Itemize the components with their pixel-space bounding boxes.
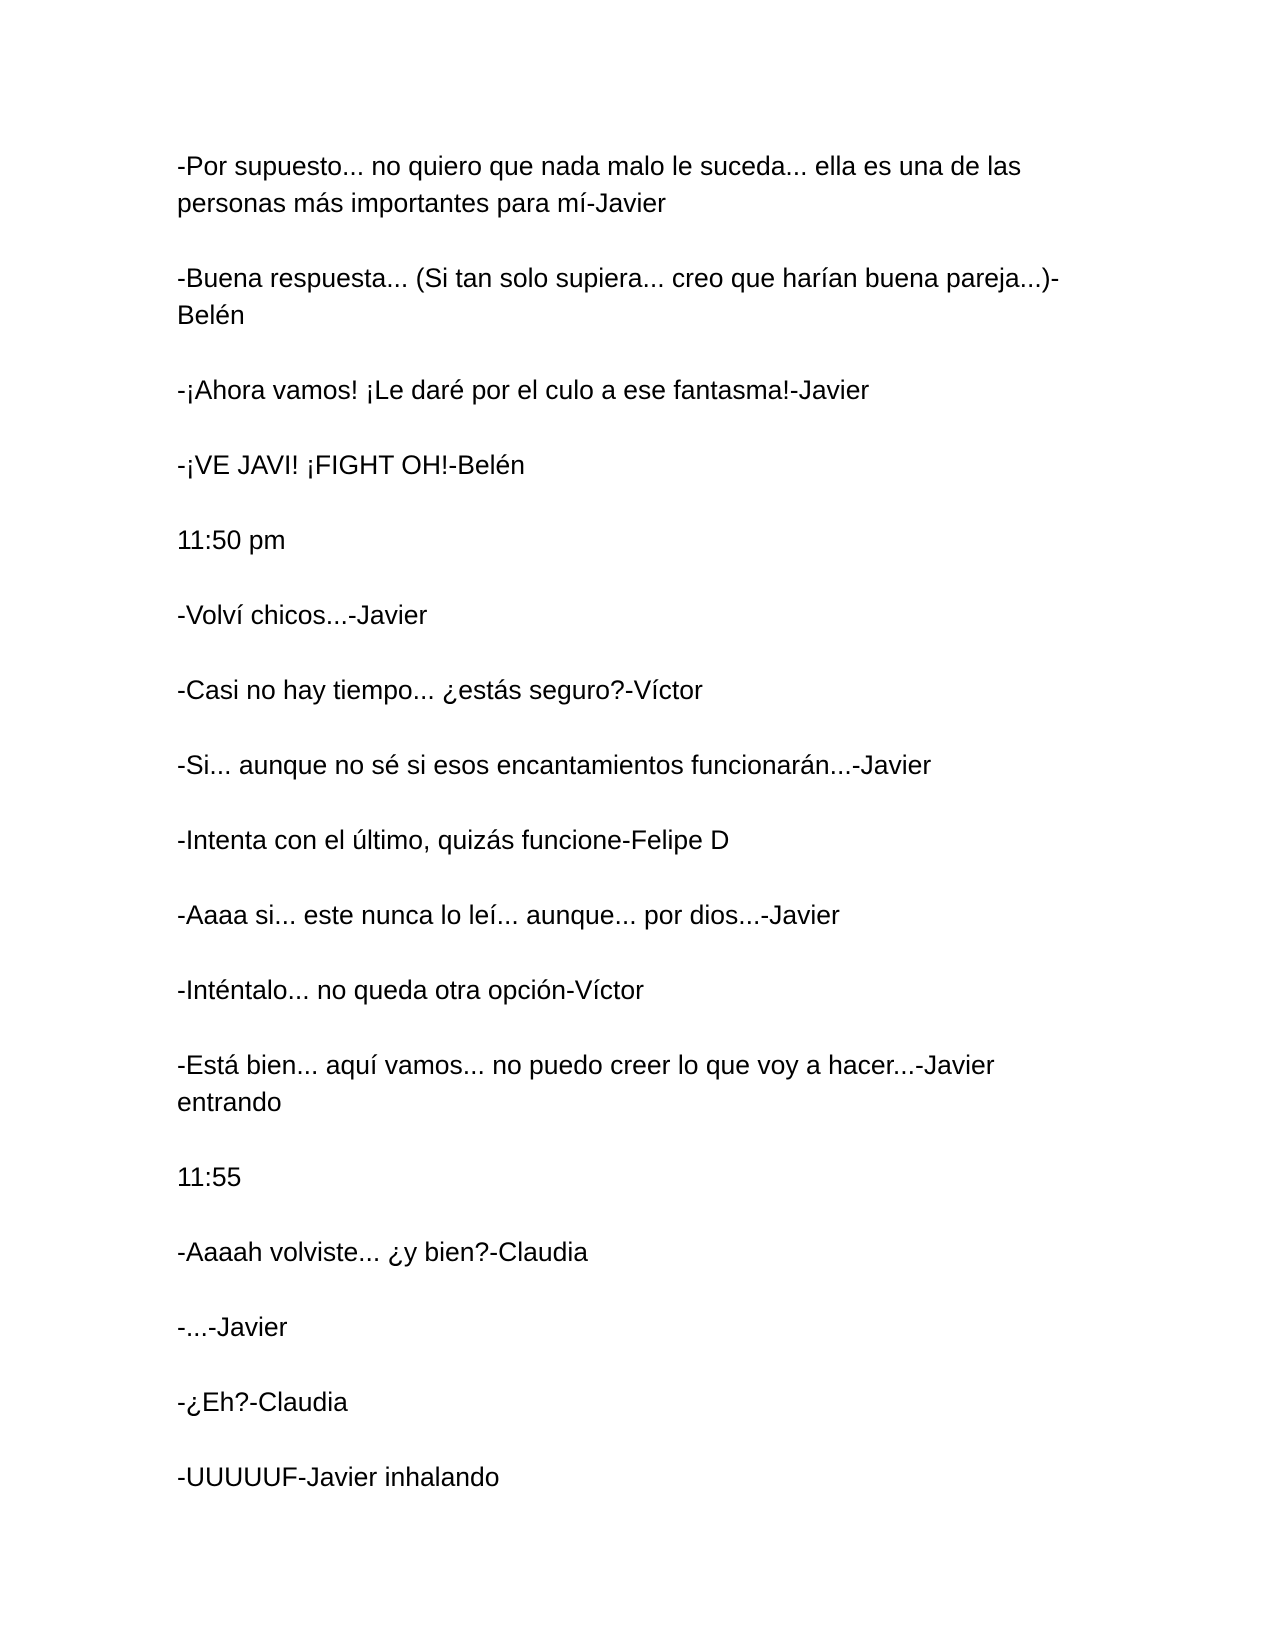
paragraph: -Casi no hay tiempo... ¿estás seguro?-Víctor (177, 675, 703, 705)
document-body (177, 148, 1097, 1534)
paragraph: -Volví chicos...-Javier (177, 600, 428, 630)
timestamp-paragraph: 11:55 (177, 1162, 242, 1192)
paragraph: -Aaaa si... este nunca lo leí... aunque... por dios...-Javier (177, 900, 840, 930)
paragraph: -Está bien... aquí vamos... no puedo creer lo que voy a hacer...-Javier entrando (177, 1050, 995, 1117)
paragraph: -Intenta con el último, quizás funcione-Felipe D (177, 825, 730, 855)
paragraph: -Por supuesto... no quiero que nada malo le suceda... ella es una de las personas más importantes para mí-Javier (177, 151, 1022, 218)
paragraph: -Si... aunque no sé si esos encantamientos funcionarán...-Javier (177, 750, 932, 780)
timestamp-paragraph: 11:50 pm (177, 525, 286, 555)
paragraph: -Inténtalo... no queda otra opción-Víctor (177, 975, 644, 1005)
paragraph: -¡Ahora vamos! ¡Le daré por el culo a ese fantasma!-Javier (177, 375, 870, 405)
paragraph: -UUUUUF-Javier inhalando (177, 1462, 500, 1492)
paragraph: -...-Javier (177, 1312, 288, 1342)
paragraph: -¡VE JAVI! ¡FIGHT OH!-Belén (177, 450, 525, 480)
paragraph: -Buena respuesta... (Si tan solo supiera... creo que harían buena pareja...)-Belén (177, 263, 1060, 330)
paragraph: -Aaaah volviste... ¿y bien?-Claudia (177, 1237, 588, 1267)
paragraph: -¿Eh?-Claudia (177, 1387, 348, 1417)
